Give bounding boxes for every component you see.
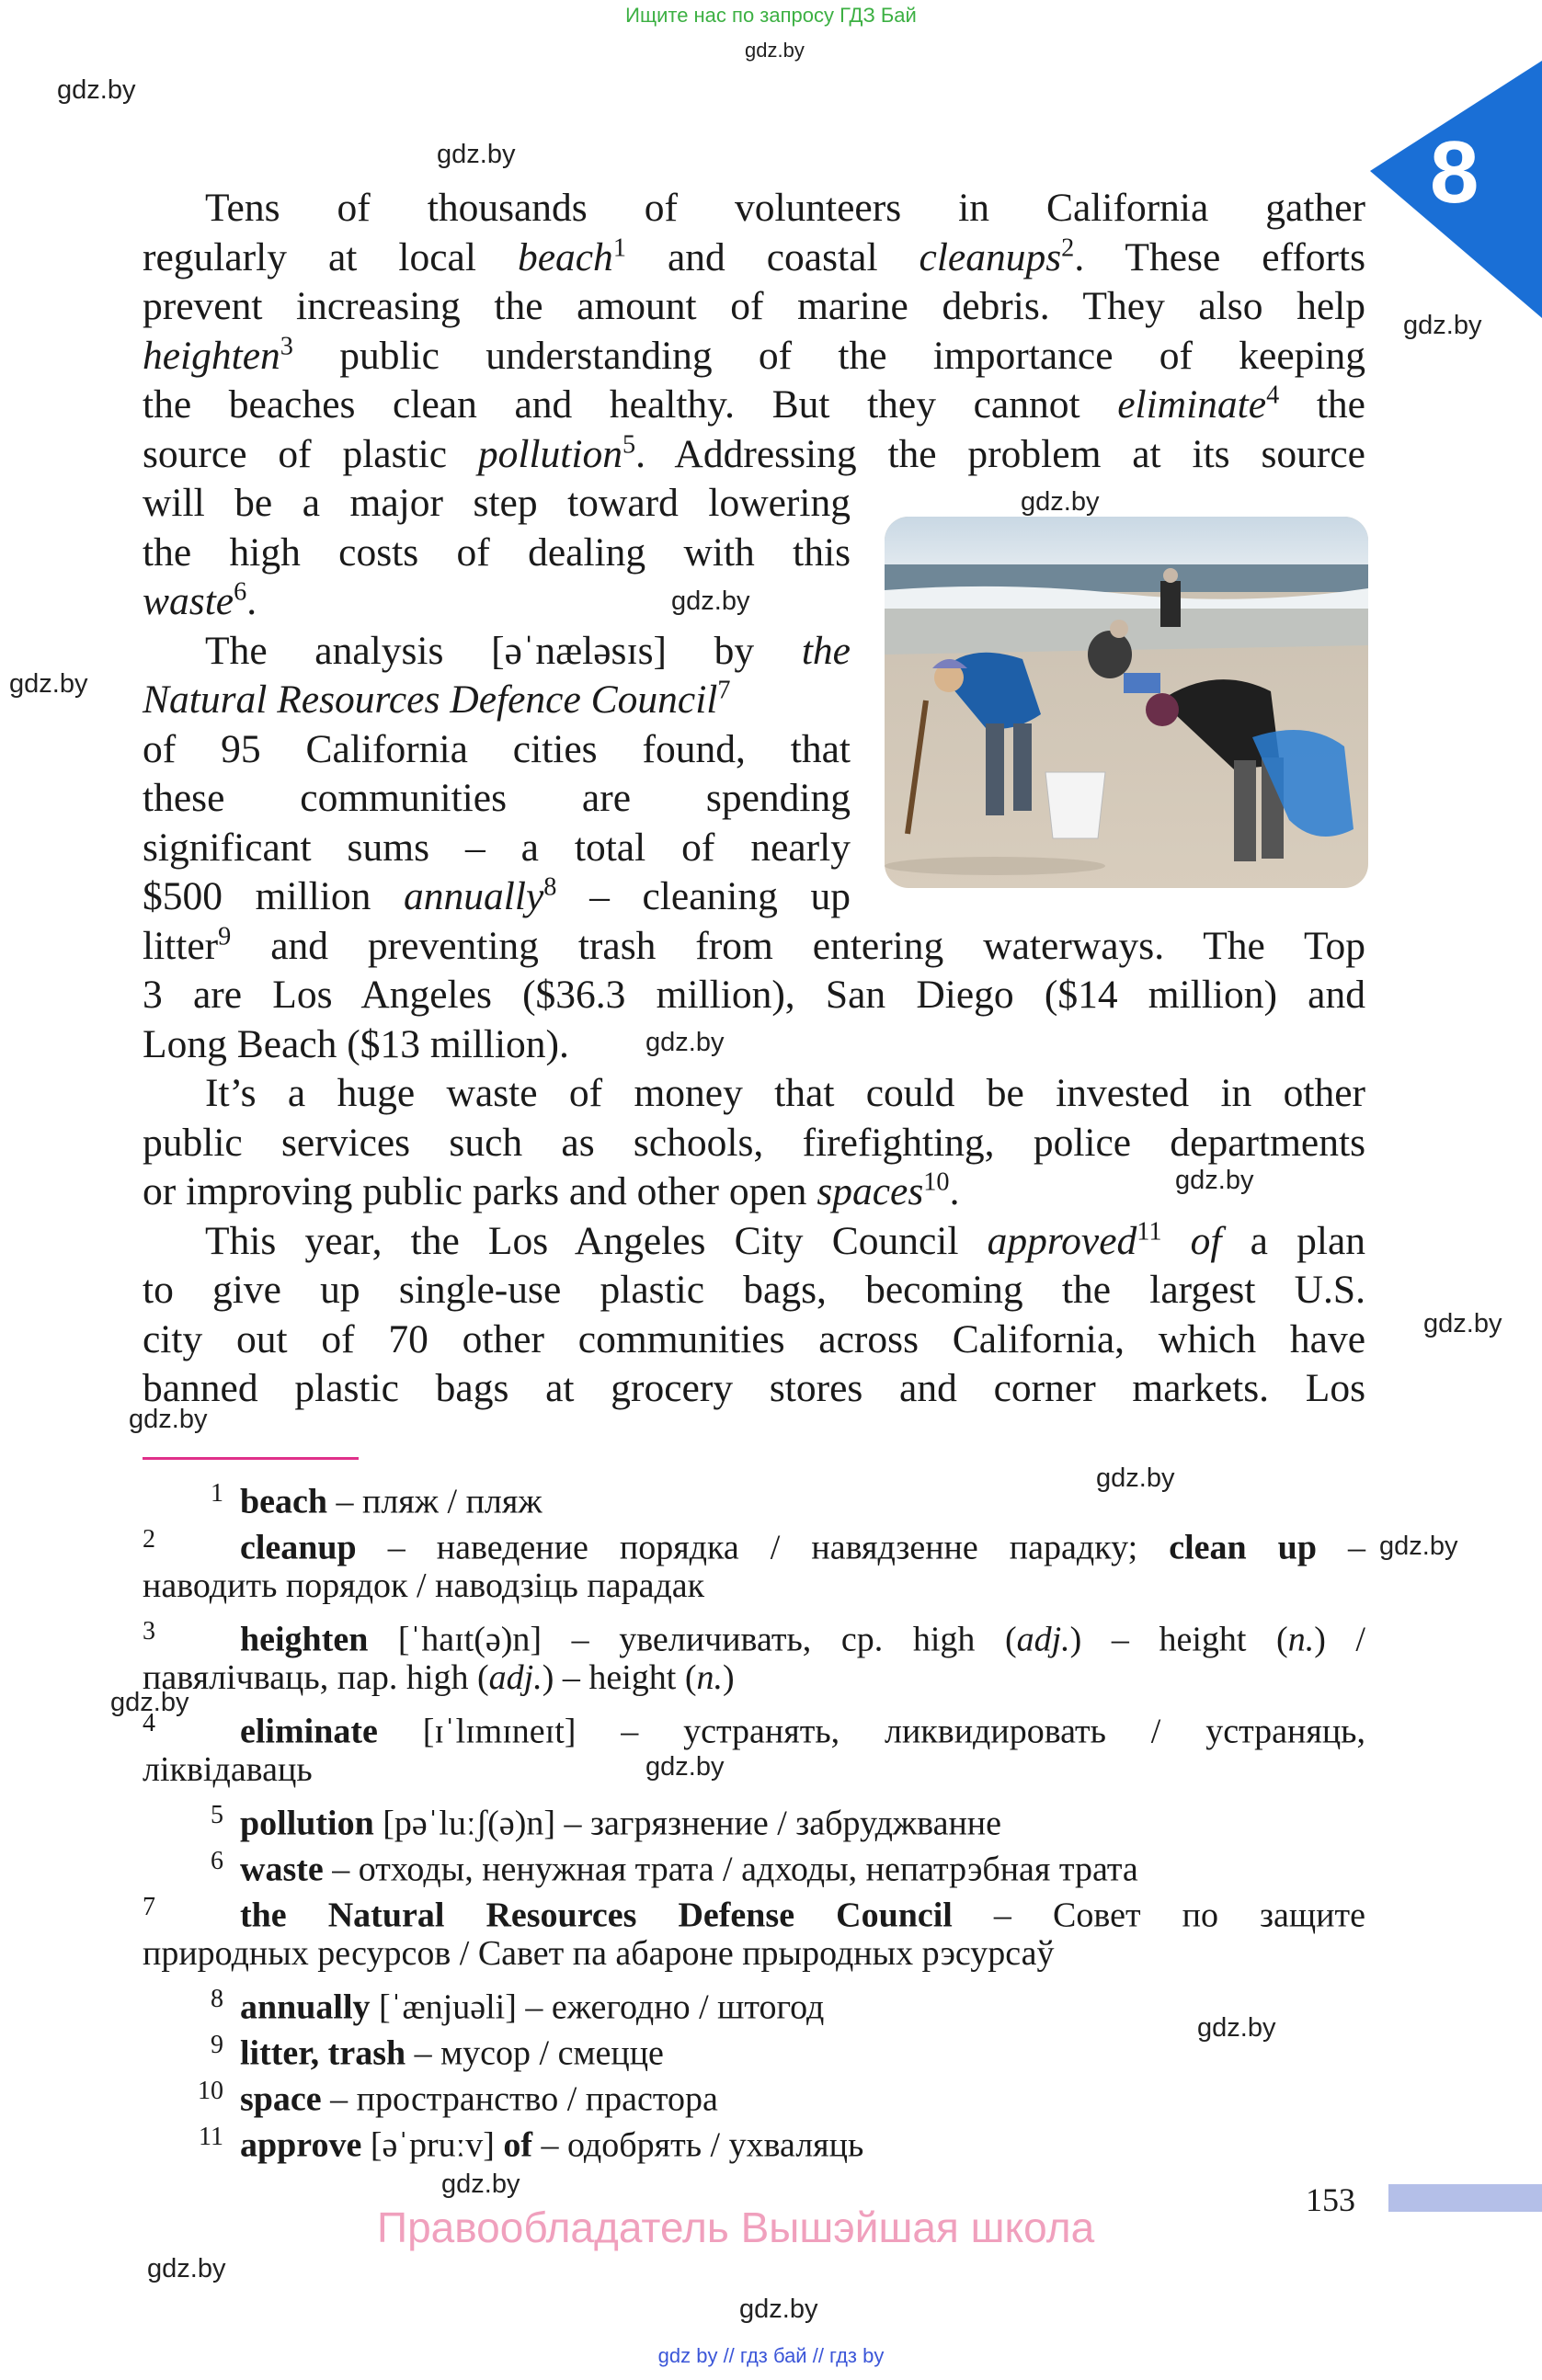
- footnote-number: 3: [143, 1617, 155, 1646]
- watermark: gdz.by: [739, 2295, 818, 2324]
- footnote-text: beach – пляж / пляж: [240, 1482, 543, 1521]
- text-line: waste$^6$.: [143, 577, 257, 623]
- text-line: source of plastic pollution$^5$. Addressing the problem at its source: [143, 429, 1365, 476]
- text-line: This year, the Los Angeles City Council approved$^{11}$ of a plan: [205, 1216, 1366, 1263]
- beach-cleanup-photo: [885, 517, 1368, 888]
- text-line: these communities are spending: [143, 776, 851, 820]
- header-note: Ищите нас по запросу ГДЗ Бай: [625, 4, 917, 27]
- text-line: prevent increasing the amount of marine debris. They also help: [143, 284, 1365, 328]
- text-line: public services such as schools, firefighting, police departments: [143, 1120, 1365, 1165]
- text-line: It’s a huge waste of money that could be invested in other: [205, 1071, 1365, 1115]
- footnote-text: eliminate [ɪˈlɪmɪneɪt] – устранять, ликвидировать / устраняць,: [240, 1712, 1365, 1751]
- footnote-number: 1: [211, 1479, 223, 1508]
- text-line: the high costs of dealing with this: [143, 530, 851, 575]
- footnote-text: litter, trash – мусор / смецце: [240, 2033, 664, 2073]
- watermark: gdz.by: [1403, 311, 1482, 340]
- footnote-text: annually [ˈænjuəli] – ежегодно / штогод: [240, 1987, 825, 2027]
- text-line: The analysis [əˈnæləsɪs] by the: [205, 628, 851, 673]
- text-line: Natural Resources Defence Council$^7$: [143, 676, 731, 722]
- text-line: 3 are Los Angeles ($36.3 million), San Diego ($14 million) and: [143, 973, 1365, 1017]
- footnote-text: ліквідаваць: [143, 1750, 313, 1789]
- watermark: gdz.by: [645, 1028, 725, 1057]
- watermark: gdz.by: [745, 39, 805, 62]
- footnote-text: waste – отходы, ненужная трата / адходы, непатрэбная трата: [240, 1850, 1138, 1889]
- text-line: city out of 70 other communities across California, which have: [143, 1316, 1365, 1361]
- watermark: gdz.by: [9, 669, 88, 699]
- footnote-text: природных ресурсов / Савет па абароне прыродных рэсурсаў: [143, 1934, 1055, 1973]
- footnote-number: 8: [211, 1985, 223, 2013]
- footnote-text: the Natural Resources Defense Council – Совет по защите: [240, 1896, 1365, 1935]
- text-line: significant sums – a total of nearly: [143, 825, 851, 870]
- text-line: will be a major step toward lowering: [143, 481, 851, 525]
- footnote-number: 6: [211, 1847, 223, 1875]
- text-line: to give up single-use plastic bags, becoming the largest U.S.: [143, 1268, 1365, 1312]
- text-line: Tens of thousands of volunteers in California gather: [205, 186, 1365, 230]
- text-line: heighten$^3$ public understanding of the importance of keeping: [143, 331, 1365, 378]
- footnote-text: space – пространство / прастора: [240, 2079, 718, 2119]
- footnote-text: наводить порядок / наводзіць парадак: [143, 1566, 705, 1605]
- watermark: gdz.by: [57, 75, 136, 105]
- footnote-number: 10: [198, 2077, 223, 2105]
- watermark: gdz.by: [129, 1405, 208, 1434]
- footnote-text: approve [əˈpruːv] of – одобрять / ухваляць: [240, 2125, 864, 2165]
- watermark: gdz.by: [437, 140, 516, 169]
- text-line: regularly at local beach$^1$ and coastal cleanups$^2$. These efforts: [143, 233, 1366, 279]
- watermark: gdz.by: [1197, 2013, 1276, 2043]
- text-line: banned plastic bags at grocery stores and corner markets. Los: [143, 1366, 1365, 1410]
- footnotes: [143, 1471, 1366, 2165]
- watermark: gdz.by: [1175, 1166, 1254, 1195]
- watermark: gdz.by: [110, 1688, 189, 1717]
- footnote-number: 5: [211, 1801, 223, 1829]
- bottom-links[interactable]: gdz by // гдз бай // гдз by: [657, 2344, 885, 2367]
- watermark: gdz.by: [1021, 487, 1100, 517]
- text-line: Long Beach ($13 million).: [143, 1021, 569, 1066]
- copyright-notice: Правообладатель Вышэйшая школа: [377, 2203, 1095, 2251]
- watermark: gdz.by: [1096, 1463, 1175, 1493]
- footnote-number: 9: [211, 2031, 223, 2059]
- unit-number: 8: [1430, 123, 1479, 222]
- footnote-number: 7: [143, 1893, 155, 1921]
- footnote-text: павялічваць, пар. high (adj.) – height (n.): [143, 1658, 735, 1697]
- footnote-text: pollution [pəˈluːʃ(ə)n] – загрязнение / забруджванне: [240, 1804, 1002, 1843]
- watermark: gdz.by: [147, 2254, 226, 2283]
- watermark: gdz.by: [1423, 1309, 1502, 1338]
- footnote-number: 11: [199, 2123, 223, 2151]
- text-line: litter$^9$ and preventing trash from entering waterways. The Top: [143, 921, 1365, 968]
- watermark: gdz.by: [645, 1752, 725, 1782]
- watermark: gdz.by: [1379, 1532, 1458, 1561]
- text-line: $500 million annually$^8$ – cleaning up: [143, 872, 851, 918]
- page-number-bar: [1388, 2184, 1542, 2212]
- text-line: of 95 California cities found, that: [143, 726, 851, 771]
- footnote-divider: [143, 1457, 359, 1460]
- watermark: gdz.by: [671, 586, 750, 616]
- watermark: gdz.by: [441, 2169, 520, 2199]
- text-line: the beaches clean and healthy. But they cannot eliminate$^4$ the: [143, 381, 1365, 427]
- footnote-text: heighten [ˈhaɪt(ə)n] – увеличивать, ср. high (adj.) – height (n.) /: [240, 1620, 1365, 1659]
- text-line: or improving public parks and other open spaces$^{10}$.: [143, 1167, 960, 1213]
- footnote-number: 2: [143, 1525, 155, 1554]
- footnote-number: 4: [143, 1709, 155, 1737]
- footnote-text: cleanup – наведение порядка / навядзенне парадку; clean up –: [240, 1528, 1366, 1567]
- page-number: 153: [1306, 2181, 1355, 2218]
